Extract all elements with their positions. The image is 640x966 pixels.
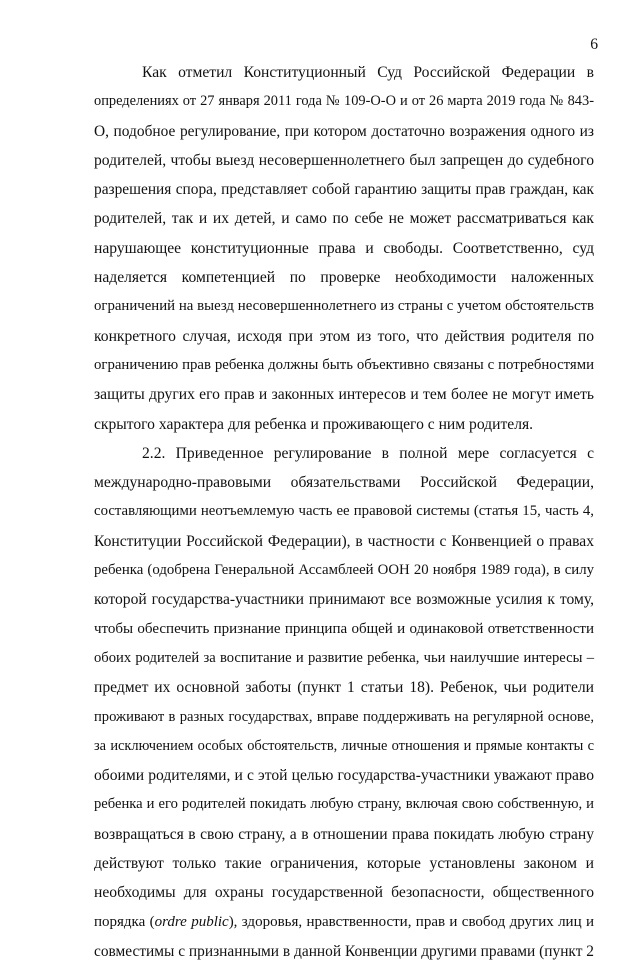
document-body xyxy=(94,58,594,966)
text-line: международно-правовыми обязательствами Российской Федерации, xyxy=(94,474,594,492)
paragraph-constitutional-court xyxy=(94,58,594,439)
text-line: конкретного случая, исходя при этом из того, что действия родителя по xyxy=(94,327,594,345)
text-line: обоими родителями, и с этой целью государства-участники уважают право xyxy=(94,767,594,785)
text-line: скрытого характера для ребенка и проживающего с ним родителя. xyxy=(94,415,534,433)
text-line: ребенка (одобрена Генеральной Ассамблеей ООН 20 ноября 1989 года), в силу xyxy=(94,562,594,579)
page-number: 6 xyxy=(590,36,598,53)
text-fragment: порядка ( xyxy=(94,913,155,930)
text-line: обоих родителей за воспитание и развитие ребенка, чьи наилучшие интересы – xyxy=(94,649,594,666)
text-line: ограничений на выезд несовершеннолетнего из страны с учетом обстоятельств xyxy=(94,298,594,315)
italic-term: ordre public xyxy=(154,913,229,930)
text-line: 2.2. Приведенное регулирование в полной мере согласуется с xyxy=(142,444,594,462)
text-line: составляющими неотъемлемую часть ее правовой системы (статья 15, часть 4, xyxy=(94,503,594,520)
text-line: которой государства-участники принимают все возможные усилия к тому, xyxy=(94,591,594,609)
text-fragment: ), здоровья, нравственности, прав и свобод других лиц и xyxy=(228,913,594,930)
text-line: действуют только такие ограничения, которые установлены законом и xyxy=(94,855,594,873)
text-line: необходимы для охраны государственной безопасности, общественного xyxy=(94,884,594,902)
text-line: чтобы обеспечить признание принципа общей и одинаковой ответственности xyxy=(94,620,594,637)
text-line: родителей, так и их детей, и само по себе не может рассматриваться как xyxy=(94,210,594,228)
paragraph-2-2 xyxy=(94,439,594,966)
text-line: нарушающее конституционные права и свободы. Соответственно, суд xyxy=(94,239,594,257)
text-line: разрешения спора, представляет собой гарантию защиты прав граждан, как xyxy=(94,181,594,199)
text-line: предмет их основной заботы (пункт 1 статьи 18). Ребенок, чьи родители xyxy=(94,679,594,697)
text-line: защиты других его прав и законных интересов и тем более не могут иметь xyxy=(94,386,594,404)
text-line: Как отметил Конституционный Суд Российской Федерации в xyxy=(142,64,594,81)
text-line: за исключением особых обстоятельств, личные отношения и прямые контакты с xyxy=(94,737,594,754)
text-line: наделяется компетенцией по проверке необходимости наложенных xyxy=(94,269,594,287)
text-line: совместимы с признанными в данной Конвенции другими правами (пункт 2 xyxy=(94,942,594,960)
text-line: родителей, чтобы выезд несовершеннолетнего был запрещен до судебного xyxy=(94,151,594,169)
text-line: ограничению прав ребенка должны быть объективно связаны с потребностями xyxy=(94,356,594,373)
text-line: определениях от 27 января 2011 года № 109-О-О и от 26 марта 2019 года № 843- xyxy=(94,93,594,110)
text-line-with-italic xyxy=(94,908,594,937)
text-line: возвращаться в свою страну, а в отношении права покидать любую страну xyxy=(94,825,594,843)
text-line: Конституции Российской Федерации), в частности с Конвенцией о правах xyxy=(94,532,594,550)
text-line: ребенка и его родителей покидать любую страну, включая свою собственную, и xyxy=(94,796,594,813)
text-line: О, подобное регулирование, при котором достаточно возражения одного из xyxy=(94,122,594,140)
text-line: проживают в разных государствах, вправе поддерживать на регулярной основе, xyxy=(94,708,594,725)
